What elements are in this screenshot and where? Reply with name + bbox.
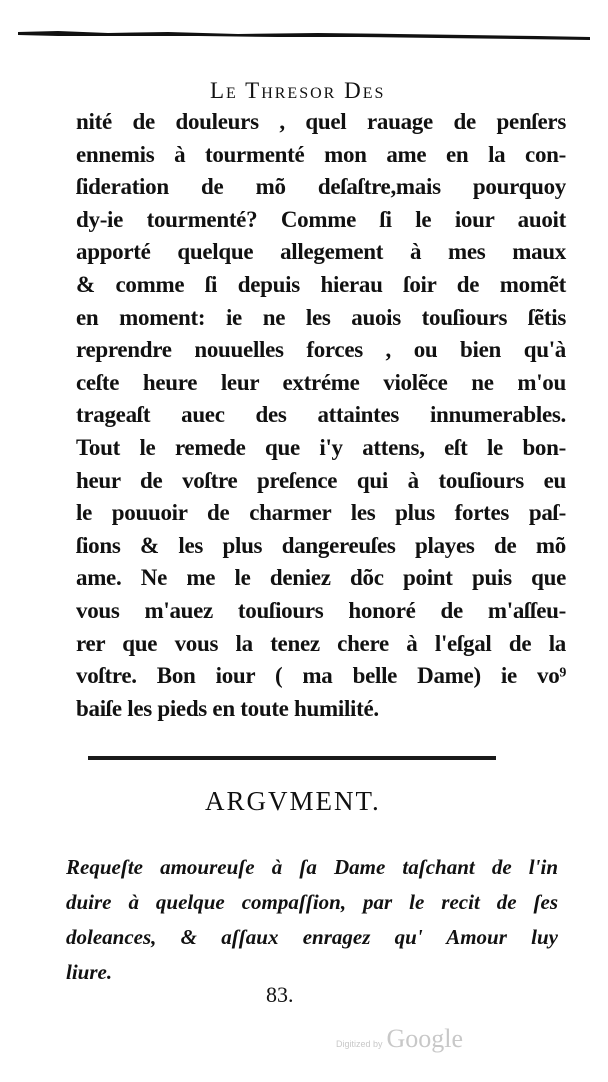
top-rule <box>18 28 590 42</box>
argument-line: duire à quelque compaſſion, par le recit de ſes <box>66 890 558 914</box>
text-line: reprendre nouuelles forces , ou bien qu'à <box>76 337 566 363</box>
text-line: apporté quelque allegement à mes maux <box>76 239 566 265</box>
section-divider <box>88 756 496 760</box>
text-line: ennemis à tourmenté mon ame en la con- <box>76 141 566 167</box>
google-logo: Google <box>386 1024 464 1053</box>
argument-line: Requeſte amoureuſe à ſa Dame taſchant de l'in <box>66 855 558 879</box>
text-line: en moment: ie ne les auois touſiours ſẽtis <box>76 304 566 330</box>
argument-heading: ARGVMENT. <box>205 786 381 816</box>
argument-text <box>66 850 558 990</box>
page-number: 83. <box>266 982 294 1007</box>
text-line: rer que vous la tenez chere à l'eſgal de la <box>76 630 566 656</box>
text-line: nité de douleurs , quel rauage de penſers <box>76 109 566 134</box>
argument-line: liure. <box>66 960 113 984</box>
text-line: trageaſt auec des attaintes innumerables. <box>76 402 566 428</box>
argument-line: doleances, & aſſaux enragez qu' Amour luy <box>66 925 558 949</box>
text-line: & comme ſi depuis hierau ſoir de momẽt <box>76 271 566 297</box>
text-line: le pouuoir de charmer les plus fortes paſ- <box>76 500 566 526</box>
watermark-prefix: Digitized by <box>336 1039 383 1049</box>
text-line: baiſe les pieds en toute humilité. <box>76 695 379 721</box>
digitized-watermark <box>336 1024 463 1054</box>
text-line: ſideration de mõ deſaſtre,mais pourquoy <box>76 174 566 200</box>
text-line: ceſte heure leur extréme violẽce ne m'ou <box>76 369 566 395</box>
text-line: vous m'auez touſiours honoré de m'aſſeu- <box>76 597 566 623</box>
body-text <box>76 106 566 725</box>
text-line: dy-ie tourmenté? Comme ſi le iour auoit <box>76 206 566 232</box>
text-line: ſions & les plus dangereuſes playes de mõ <box>76 532 566 558</box>
running-head: Le Thresor Des <box>210 78 386 103</box>
text-line: voſtre. Bon iour ( ma belle Dame) ie vo⁹ <box>76 663 566 689</box>
text-line: heur de voſtre preſence qui à touſiours eu <box>76 467 566 493</box>
text-line: Tout le remede que i'y attens, eſt le bon- <box>76 434 566 460</box>
text-line: ame. Ne me le deniez dõc point puis que <box>76 565 566 591</box>
